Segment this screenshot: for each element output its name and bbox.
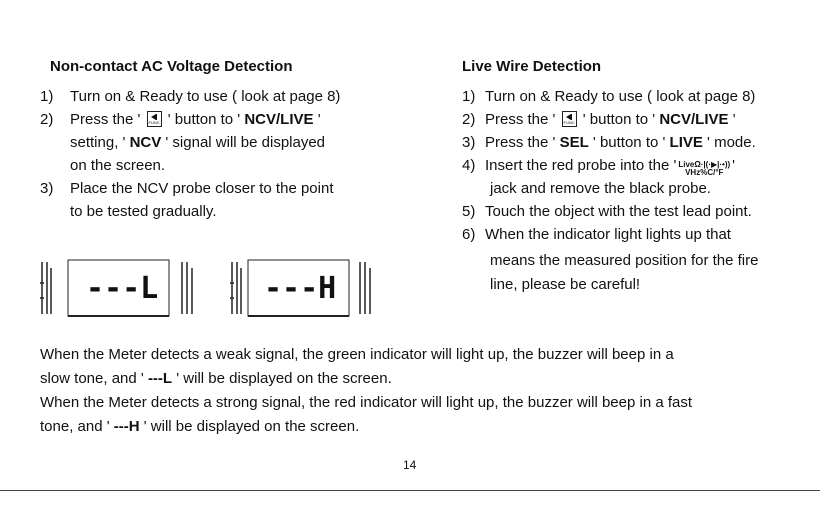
jack-label-top: LiveΩ·|(·▶|·•)) bbox=[678, 160, 731, 169]
right-step-4-line-1 bbox=[485, 157, 735, 177]
left-step-3-number: 3) bbox=[40, 180, 54, 197]
strong-signal-paragraph-line-2 bbox=[40, 418, 359, 435]
jack-label-bottom: VHz%C/°F bbox=[685, 168, 724, 177]
right-step-2-text bbox=[485, 111, 736, 128]
live-jack-icon bbox=[678, 161, 730, 177]
func-button-icon bbox=[147, 111, 162, 127]
right-step-5-text: Touch the object with the test lead point. bbox=[485, 203, 752, 220]
text-span: tone, and ' bbox=[40, 418, 114, 435]
text-span: slow tone, and ' bbox=[40, 370, 148, 387]
func-button-label: FUNC bbox=[148, 120, 160, 125]
right-step-6-line-1: When the indicator light lights up that bbox=[485, 226, 731, 243]
text-span: Press the ' bbox=[485, 134, 560, 151]
right-step-6-line-3: line, please be careful! bbox=[490, 276, 641, 293]
text-span: ' will be displayed on the screen. bbox=[172, 370, 392, 387]
right-step-5-number: 5) bbox=[462, 203, 476, 220]
text-span: Press the ' bbox=[485, 111, 560, 128]
lcd-text-weak: ---L bbox=[86, 271, 159, 306]
weak-signal-paragraph-line-2 bbox=[40, 370, 392, 387]
right-step-2-number: 2) bbox=[462, 111, 476, 128]
text-span: ' will be displayed on the screen. bbox=[139, 418, 360, 435]
text-span: ' mode. bbox=[702, 134, 756, 151]
bold-text: NCV bbox=[129, 134, 162, 151]
text-span: ' button to ' bbox=[163, 111, 245, 128]
right-step-3-number: 3) bbox=[462, 134, 476, 151]
right-section-title: Live Wire Detection bbox=[462, 58, 602, 75]
right-step-4-line-2: jack and remove the black probe. bbox=[490, 180, 711, 197]
right-step-4-number: 4) bbox=[462, 157, 476, 174]
text-span: ' bbox=[313, 111, 321, 128]
bold-text: ---H bbox=[113, 418, 140, 435]
left-step-2-number: 2) bbox=[40, 111, 54, 128]
right-step-1-text: Turn on & Ready to use ( look at page 8) bbox=[485, 88, 756, 105]
bold-text: NCV/LIVE bbox=[244, 111, 314, 128]
left-step-1-text: Turn on & Ready to use ( look at page 8) bbox=[70, 88, 341, 105]
right-step-3-text bbox=[485, 134, 756, 151]
right-step-6-line-2: means the measured position for the fire bbox=[490, 252, 759, 269]
text-span: Insert the red probe into the ' bbox=[485, 157, 677, 174]
text-span: setting, ' bbox=[70, 134, 130, 151]
bold-text: LIVE bbox=[669, 134, 703, 151]
text-span: ' bbox=[732, 157, 736, 174]
left-step-2-line-2 bbox=[70, 134, 325, 151]
func-button-icon bbox=[562, 111, 577, 127]
lcd-display-strong bbox=[228, 258, 378, 318]
bold-text: SEL bbox=[559, 134, 589, 151]
left-step-3-line-2: to be tested gradually. bbox=[70, 203, 217, 220]
text-span: ' signal will be displayed bbox=[161, 134, 326, 151]
page-number: 14 bbox=[403, 458, 417, 472]
strong-signal-paragraph-line-1: When the Meter detects a strong signal, the red indicator will light up, the buzzer will beep in a fast bbox=[40, 394, 693, 411]
right-step-6-number: 6) bbox=[462, 226, 476, 243]
text-span: Press the ' bbox=[70, 111, 145, 128]
left-section-title: Non-contact AC Voltage Detection bbox=[50, 58, 293, 75]
left-step-2-line-1 bbox=[70, 111, 321, 128]
left-step-2-line-3: on the screen. bbox=[70, 157, 166, 174]
weak-signal-paragraph-line-1: When the Meter detects a weak signal, the green indicator will light up, the buzzer will beep in a bbox=[40, 346, 674, 363]
footer-divider bbox=[0, 490, 820, 491]
right-step-1-number: 1) bbox=[462, 88, 476, 105]
left-step-3-line-1: Place the NCV probe closer to the point bbox=[70, 180, 334, 197]
bold-text: NCV/LIVE bbox=[659, 111, 729, 128]
left-step-1-number: 1) bbox=[40, 88, 54, 105]
text-span: ' button to ' bbox=[588, 134, 670, 151]
bold-text: ---L bbox=[147, 370, 173, 387]
text-span: ' button to ' bbox=[578, 111, 660, 128]
lcd-text-strong: ---H bbox=[264, 271, 337, 306]
text-span: ' bbox=[728, 111, 736, 128]
lcd-display-weak bbox=[38, 258, 203, 318]
func-button-label: FUNC bbox=[563, 120, 575, 125]
